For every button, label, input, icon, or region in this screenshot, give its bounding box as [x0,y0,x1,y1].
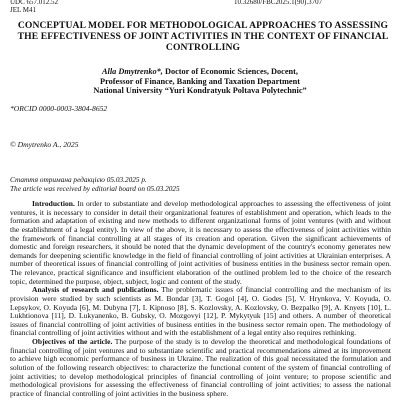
author-affiliation: National University “Yuri Kondratyuk Poltava Polytechnic” [93,86,307,96]
objectives-text: The purpose of the study is to develop the theoretical and methodological foundations of financial controlling of joint ventures and to substantiate scientific and practical recommendations aimed at its improvement to achieve high economic performance of business in Ukraine. The realization of this goal necessitated the formulation and solution of the following research objectives: to characterize the functional content of the system of financial controlling of joint activities; to develop methodological principles of financial controlling of joint venture; to propose scientific and methodological provisions for assessing the effectiveness of financial controlling of joint activities; to assess the national practice of financial controlling of joint activities in the business sphere. [10,337,391,398]
author-name: Alla Dmytrenko*, [102,67,163,76]
author-position: Professor of Finance, Banking and Taxation Department [100,76,300,86]
copyright-notice: © Dmytrenko A., 2025 [10,140,79,149]
introduction-paragraph [10,200,391,286]
doi-code: 10.32680/FBC2025.1(90).3707 [234,0,323,6]
received-ukrainian: Стаття отримана редакцією 05.03.2025 р. [10,175,147,184]
orcid-id: *ORCID 0000-0003-3804-8652 [10,104,108,113]
author-block [10,67,390,96]
author-line-1 [10,67,390,77]
udc-code: UDC 657.012.52 [10,0,59,6]
received-notice [10,175,180,193]
analysis-text: The problematic issues of financial controlling and the mechanism of its provision were studied by such scientists as M. Bondar [3], T. Gogol [4], O. Godes [5], V. Hrynkova, V. Koyuda, O. Lepsykov, O. Koyuda [6], M. Dubyna [7], I. Kipnoso [8], S. Kozlovsky, A. Kozlovsky, O. Bezpalko [9], A. Knyets [10], L. Lukhtionova [11], D. Lukyanenko, B. Gubsky, O. Mozgovyi [12], P. Mykytyuk [15] and others. A number of theoretical issues of financial controlling of joint activities of business entities in the business sector remain open. The methodology of financial controlling of joint activities without and with the establishment of a legal entity also requires rethinking. [10,285,391,338]
article-body [10,200,391,398]
jel-code: JEL M41 [10,6,36,14]
introduction-text: In order to substantiate and develop methodological approaches to assessing the effectiveness of joint ventures, it is necessary to consider in detail their organizational features of establishment and operation, which leads to the formation and adaptation of existing and new methods to different organizational forms of joint ventures (with and without the establishment of a legal entity). In view of the above, it is necessary to assess the effectiveness of joint activities within the framework of financial controlling at all stages of its creation and operation. Given the significant achievements of domestic and foreign researchers, it should be noted that the dynamic development of the country's economy generates new demands for deepening scientific knowledge in the field of financial controlling of joint activities at Ukrainian enterprises. A number of theoretical issues of financial controlling of joint activities of business entities in the business sector remain open. The relevance, practical significance and insufficient elaboration of the outlined problem led to the choice of the research topic, determined the purpose, object, subject, logic and content of the study. [10,199,391,286]
objectives-paragraph [10,338,391,398]
objectives-heading: Objectives of the article. [32,337,113,346]
received-english: The article was received by editorial board on 05.03.2025 [10,184,180,193]
author-degree: Doctor of Economic Sciences, Docent, [162,67,298,76]
classification-codes [10,0,323,14]
article-title: CONCEPTUAL MODEL FOR METHODOLOGICAL APPROACHES TO ASSESSING THE EFFECTIVENESS OF JOINT ACTIVITIES IN THE CONTEXT OF FINANCIAL CONTROLLING [17,20,389,53]
analysis-heading: Analysis of research and publications. [32,285,159,295]
analysis-paragraph [10,286,391,338]
introduction-heading: Introduction. [32,199,75,208]
